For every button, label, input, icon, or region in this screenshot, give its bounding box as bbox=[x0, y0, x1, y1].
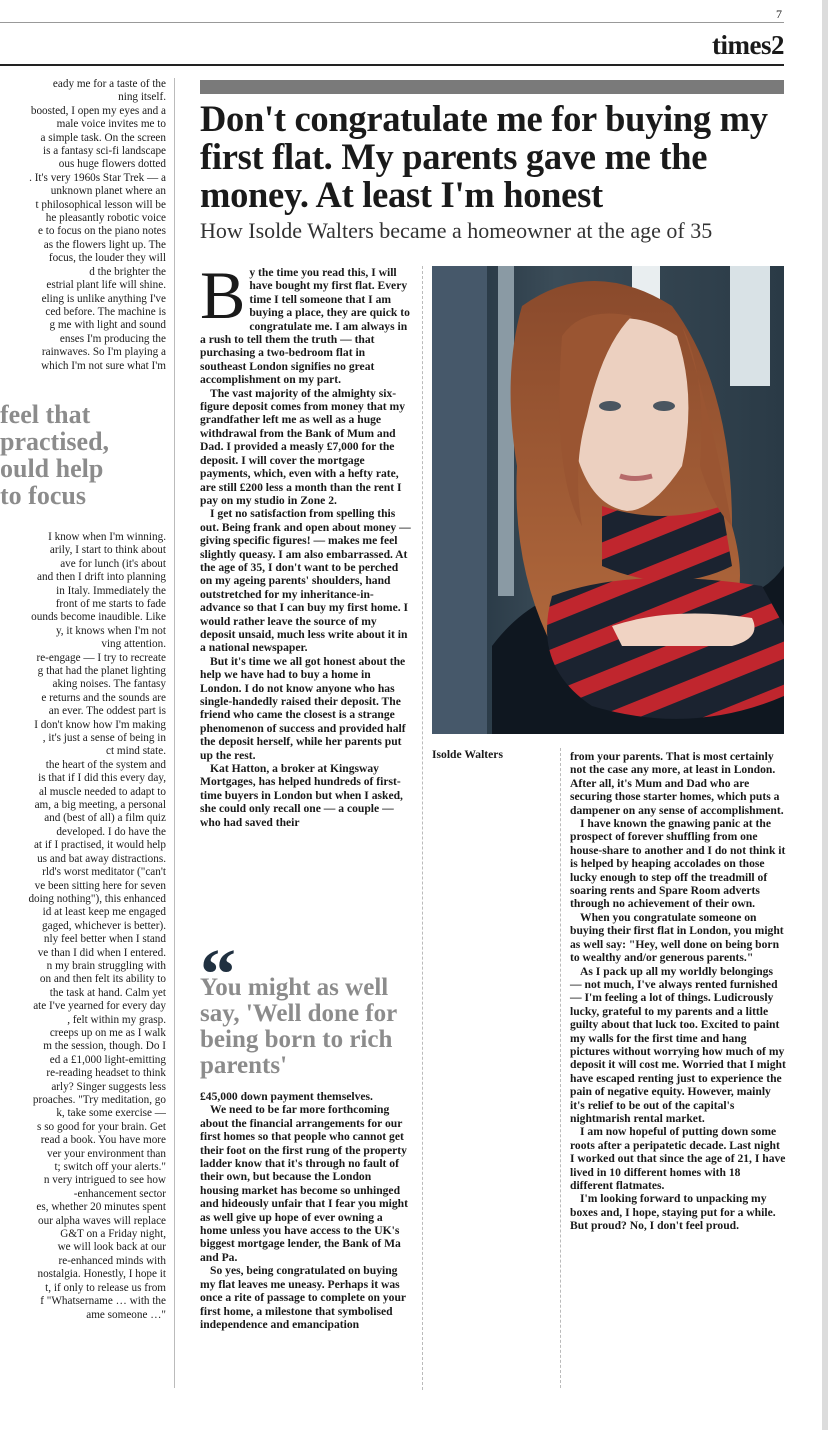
photo-caption: Isolde Walters bbox=[432, 748, 503, 761]
article-paragraph: As I pack up all my worldly belongings — not much, I've always rented furnished — I'm feeling a lot of things. Ludicrously lucky, grateful to my parents and a little guilty about that luck too. Excited to paint my walls for the first time and hang pictures without worrying how much of my deposit it will cost me. Worried that I might have escaped renting just to experience the pain of negative equity. However, mainly it's relief to be out of the capital's nightmarish rental market. bbox=[570, 964, 786, 1125]
previous-article-line: G&T on a Friday night, bbox=[60, 1228, 166, 1241]
previous-article-line: in Italy. Immediately the bbox=[56, 584, 166, 597]
previous-article-line: d the brighter the bbox=[89, 265, 166, 278]
previous-article-line: us and bat away distractions. bbox=[37, 852, 166, 865]
previous-article-line: ning itself. bbox=[118, 91, 166, 104]
previous-article-line: ounds become inaudible. Like bbox=[31, 611, 166, 624]
article-paragraph: When you congratulate someone on buying their first flat in London, you might as well say: "Hey, well done on being born to wealthy and/or generous parents." bbox=[570, 910, 784, 965]
previous-article-line: t, if only to release us from bbox=[45, 1281, 166, 1294]
column-divider bbox=[174, 78, 175, 1388]
previous-article-text bbox=[0, 78, 166, 373]
previous-article-line: developed. I do have the bbox=[56, 825, 166, 838]
previous-article-line: is that if I did this every day, bbox=[38, 772, 166, 785]
previous-article-line: estrial plant life will shine. bbox=[46, 279, 166, 292]
article-paragraph: So yes, being congratulated on buying my flat leaves me uneasy. Perhaps it was once a rite of passage to complete on your first home, a milestone that symbolised independence and emancipation bbox=[200, 1264, 406, 1331]
previous-article-line: e to focus on the piano notes bbox=[37, 225, 166, 238]
previous-article-line: n my brain struggling with bbox=[46, 959, 166, 972]
previous-article-line: I know when I'm winning. bbox=[48, 530, 166, 543]
previous-article-text-continued bbox=[0, 531, 166, 1322]
previous-article-line: n very intrigued to see how bbox=[43, 1174, 166, 1187]
previous-article-line: ous huge flowers dotted bbox=[58, 158, 166, 171]
previous-article-line: proaches. "Try meditation, go bbox=[32, 1094, 166, 1106]
previous-article-line: re-enhanced minds with bbox=[58, 1254, 166, 1267]
previous-article-line: ct mind state. bbox=[106, 745, 166, 758]
previous-article-line: g that had the planet lighting bbox=[37, 665, 166, 677]
previous-article-line: nly feel better when I stand bbox=[43, 933, 166, 946]
previous-article-line: m the session, though. Do I bbox=[43, 1040, 166, 1053]
previous-article-line: ced before. The machine is bbox=[45, 305, 166, 318]
previous-article-line: ve been sitting here for seven bbox=[34, 879, 166, 892]
article-paragraph: We need to be far more forthcoming about the financial arrangements for our first homes so that people who cannot get their foot on the first rung of the property ladder know that it's through no fault of their own, but because the London housing market has become so unhinged and hideously unfair that I fear you might as well give up hope of ever owning a home unless you have access to the UK's biggest mortgage lender, the Bank of Ma and Pa. bbox=[200, 1103, 408, 1264]
previous-article-line: arily, I start to think about bbox=[49, 544, 166, 557]
previous-article-line: -enhancement sector bbox=[73, 1187, 166, 1200]
article-paragraph: I get no satisfaction from spelling this out. Being frank and open about money — giving specific figures! — makes me feel slightly queasy. I am also embarrassed. At the age of 35, I don't want to be perched on my ageing parents' shoulders, hand outstretched for my inheritance-in-advance so that I can buy my first home. I would rather leave the source of my deposit unsaid, much less write about it in a national newspaper. bbox=[200, 507, 411, 655]
previous-article-line: a simple task. On the screen bbox=[40, 131, 166, 144]
previous-article-line: which I'm not sure what I'm bbox=[41, 359, 166, 372]
previous-article-line: re-engage — I try to recreate bbox=[36, 651, 166, 664]
previous-article-line: an ever. The oddest part is bbox=[48, 705, 166, 718]
pullquote-line: to focus bbox=[0, 480, 86, 510]
header-rule bbox=[0, 64, 784, 66]
previous-article-line: , it's just a sense of being in bbox=[42, 732, 166, 745]
previous-article-line: am, a big meeting, a personal bbox=[34, 799, 166, 812]
previous-article-line: g me with light and sound bbox=[49, 319, 166, 332]
previous-article-line: male voice invites me to bbox=[56, 118, 166, 131]
previous-article-line: arly? Singer suggests less bbox=[51, 1080, 166, 1093]
previous-article-line: gaged, whichever is better). bbox=[42, 919, 166, 932]
previous-article-line: id at least keep me engaged bbox=[42, 906, 166, 919]
previous-article-line: es, whether 20 minutes spent bbox=[36, 1201, 166, 1214]
previous-article-line: we will look back at our bbox=[57, 1241, 166, 1254]
headline: Don't congratulate me for buying my first flat. My parents gave me the money. At least I'm honest bbox=[200, 98, 768, 215]
previous-article-line: , felt within my grasp. bbox=[67, 1013, 166, 1026]
previous-article-line: unknown planet where an bbox=[50, 185, 166, 198]
previous-article-line: ave for lunch (it's about bbox=[60, 557, 166, 570]
previous-article-line: ving attention. bbox=[101, 638, 166, 651]
previous-article-line: k, take some exercise — bbox=[56, 1107, 166, 1120]
page-edge bbox=[822, 0, 828, 1430]
previous-article-line: . It's very 1960s Star Trek — a bbox=[29, 171, 166, 184]
previous-article-line: at if I practised, it would help bbox=[33, 839, 166, 852]
article-column-1-text bbox=[200, 257, 412, 829]
pullquote-line: ould help bbox=[0, 453, 104, 483]
article-paragraph: from your parents. That is most certainly not the case any more, at least in London. After all, it's Mum and Dad who are securing those starter homes, which puts a dampener on any sense of accomplishment. bbox=[570, 750, 784, 817]
portrait-photo bbox=[432, 266, 784, 734]
previous-article-pullquote bbox=[0, 401, 166, 509]
previous-article-line: read a book. You have more bbox=[40, 1134, 166, 1147]
previous-article-line: the heart of the system and bbox=[45, 758, 166, 771]
previous-article-line: enses I'm producing the bbox=[59, 332, 166, 345]
pullquote: You might as well say, 'Well done for being born to rich parents' bbox=[200, 974, 397, 1079]
previous-article-line: focus, the louder they will bbox=[48, 252, 166, 265]
standfirst: How Isolde Walters became a homeowner at the age of 35 bbox=[200, 218, 713, 243]
article-column-1-continued bbox=[200, 1090, 412, 1331]
previous-article-line: eling is unlike anything I've bbox=[41, 292, 166, 305]
drop-cap: B bbox=[200, 257, 246, 333]
previous-article-line: t; switch off your alerts." bbox=[54, 1161, 166, 1174]
headline-bar bbox=[200, 80, 784, 94]
previous-article-line: on and then felt its ability to bbox=[39, 973, 166, 986]
previous-article-line: and then I drift into planning bbox=[37, 571, 166, 584]
previous-article-line: doing nothing"), this enhanced bbox=[28, 892, 166, 905]
article-paragraph: I'm looking forward to unpacking my boxes and, I hope, staying put for a while. But proud? No, I don't feel proud. bbox=[570, 1192, 776, 1233]
previous-article-line: front of me starts to fade bbox=[55, 597, 166, 610]
previous-article-line: as the flowers light up. The bbox=[43, 238, 166, 251]
previous-article-line: he pleasantly robotic voice bbox=[45, 212, 166, 225]
previous-article-line: e returns and the sounds are bbox=[41, 691, 166, 704]
previous-article-line: our alpha waves will replace bbox=[38, 1214, 166, 1227]
previous-article-line: ve than I did when I entered. bbox=[37, 946, 166, 959]
pullquote-line: feel that bbox=[0, 399, 91, 429]
article-paragraph: £45,000 down payment themselves. bbox=[200, 1090, 373, 1103]
pullquote-line: practised, bbox=[0, 426, 110, 456]
previous-article-line: f "Whatsername … with the bbox=[40, 1295, 166, 1308]
previous-article-line: I don't know how I'm making bbox=[34, 718, 166, 731]
previous-article-line: the task at hand. Calm yet bbox=[49, 986, 166, 999]
previous-article-line: ver your environment than bbox=[47, 1147, 166, 1160]
top-rule bbox=[0, 22, 784, 23]
previous-article-line: re-reading headset to think bbox=[46, 1067, 166, 1080]
previous-article-line: al muscle needed to adapt to bbox=[38, 785, 166, 798]
article-column-1 bbox=[200, 257, 412, 829]
previous-article-line: creeps up on me as I walk bbox=[49, 1026, 166, 1039]
previous-article-line: y, it knows when I'm not bbox=[55, 624, 166, 637]
page-number: 7 bbox=[776, 7, 782, 21]
column-divider-dashed bbox=[422, 266, 423, 1390]
previous-article-line: t philosophical lesson will be bbox=[35, 198, 166, 211]
article-paragraph: Kat Hatton, a broker at Kingsway Mortgages, has helped hundreds of first-time buyers in London but when I asked, she could only recall one — a couple — who had saved their bbox=[200, 762, 403, 829]
previous-article-line: is a fantasy sci-fi landscape bbox=[42, 145, 166, 158]
previous-article-line: eady me for a taste of the bbox=[52, 78, 166, 90]
article-paragraph: The vast majority of the almighty six-figure deposit comes from money that my grandfather left me as well as a huge withdrawal from the Bank of Mum and Dad. I provided a measly £7,000 for the deposit. I will cover the mortgage payments, which, even with a hefty rate, are still £200 less a month than the rent I pay on my studio in Zone 2. bbox=[200, 386, 406, 507]
previous-article-line: ate I've yearned for every day bbox=[33, 1000, 166, 1013]
article-paragraph: I have known the gnawing panic at the prospect of forever shuffling from one house-share to another and I do not think it is helped by heaping accolades on those lucky enough to step off the treadmill of soaring rents and Spare Room adverts through no achievement of their own. bbox=[570, 817, 786, 911]
previous-article-line: boosted, I open my eyes and a bbox=[30, 104, 166, 117]
article-paragraph: But it's time we all got honest about the help we have had to buy a home in London. I do not know anyone who has single-handedly raised their deposit. The friend who came the closest is a strange phenomenon of success and provided half the deposit herself, while her parents put up the rest. bbox=[200, 654, 406, 762]
previous-article-line: ame someone …" bbox=[86, 1308, 166, 1321]
column-divider-dashed-2 bbox=[560, 748, 561, 1388]
previous-article-line: ed a £1,000 light-emitting bbox=[49, 1053, 166, 1066]
article-paragraph: y the time you read this, I will have bought my first flat. Every time I tell someone that I am buying a place, they are quick to congratulate me. I am always in a rush to tell them the truth — that purchasing a two-bedroom flat in southeast London signifies no great accomplishment on my part. bbox=[200, 266, 410, 387]
article-column-3 bbox=[570, 750, 786, 1233]
section-title: times2 bbox=[712, 30, 784, 60]
article-paragraph: I am now hopeful of putting down some roots after a peripatetic decade. Last night I worked out that since the age of 21, I have lived in 10 different homes with 18 different flatmates. bbox=[570, 1125, 786, 1192]
previous-article-line: rld's worst meditator ("can't bbox=[42, 866, 166, 879]
previous-article-column bbox=[0, 78, 166, 1388]
previous-article-line: nostalgia. Honestly, I hope it bbox=[37, 1268, 166, 1281]
previous-article-line: and (best of all) a film quiz bbox=[44, 812, 166, 825]
previous-article-line: rainwaves. So I'm playing a bbox=[41, 346, 166, 359]
previous-article-line: s so good for your brain. Get bbox=[37, 1120, 166, 1133]
previous-article-line: aking noises. The fantasy bbox=[52, 678, 166, 691]
